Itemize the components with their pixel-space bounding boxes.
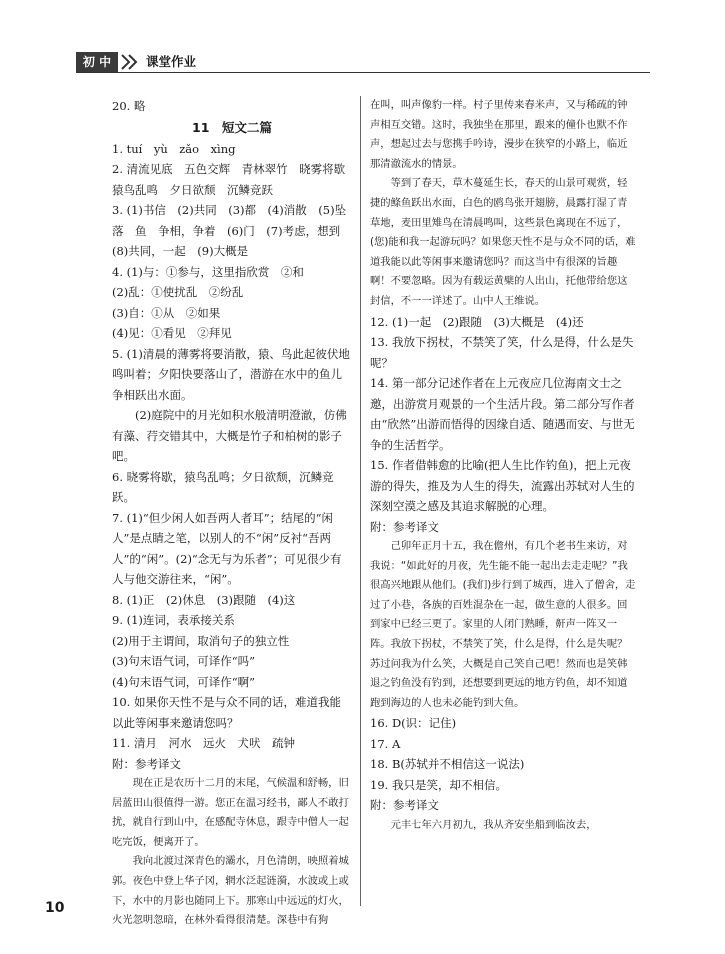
page-number: 10	[45, 900, 65, 916]
answer-line: 附：参考译文	[370, 519, 439, 534]
answer-line: 10. 如果你天性不是与众不同的话，难道我能以此等闲事来邀请您吗？	[112, 695, 341, 730]
answer-line: 20. 略	[112, 99, 146, 113]
answer-line: (3)自：①从 ②如果	[112, 305, 221, 320]
header-rule	[76, 72, 650, 73]
answer-line: 19. 我只是笑，却不相信。	[370, 777, 507, 792]
page-header	[76, 52, 650, 74]
answer-line: 13. 我放下拐杖，不禁笑了笑，什么是得，什么是失呢？	[370, 335, 634, 370]
answer-line: (4)见：①看见 ②拜见	[112, 326, 232, 340]
answer-line: 9. (1)连词，表承接关系	[112, 613, 235, 627]
left-column	[112, 96, 357, 931]
answer-line: 14. 第一部分记述作者在上元夜应几位海南文士之邀，出游赏月观景的一个生活片段。第二部分写作者由“欣然”出游而悟得的因缘自适、随遇而安、与世无争的生活哲学。	[370, 376, 635, 452]
answer-line: 6. 晓雾将歇，猿鸟乱鸣；夕日欲颓，沉鳞竞跃。	[112, 469, 334, 504]
double-chevron-icon	[119, 52, 141, 72]
answer-line: (3)句末语气词，可译作“吗”	[112, 654, 256, 668]
section-heading: 11 短文二篇	[192, 119, 272, 135]
translation-paragraph: 现在正是农历十二月的末尾，气候温和舒畅，旧居蓝田山很值得一游。您正在温习经书，鄙人不敢打扰，就自行到山中，在感配寺休息，跟寺中僧人一起吃完饭，便离开了。	[112, 777, 349, 848]
column-divider	[360, 96, 361, 906]
answer-line: 附：参考译文	[370, 798, 439, 813]
translation-paragraph: 元丰七年六月初九，我从齐安坐船到临汝去，	[390, 818, 597, 831]
answer-line: 4. (1)与：①参与，这里指欣赏 ②和	[112, 264, 304, 279]
answer-line: (2)用于主谓间，取消句子的独立性	[112, 633, 290, 648]
answer-line: 15. 作者借韩愈的比喻(把人生比作钓鱼)，把上元夜游的得失，推及为人生的得失，流露出苏轼对人生的深刻空漠之感及其追求解脱的心理。	[370, 458, 635, 514]
answer-line: 1. tuí yù zǎo xìng	[112, 141, 236, 156]
answer-line: 18. B(苏轼并不相信这一说法)	[370, 757, 525, 772]
translation-paragraph: 等到了春天，草木蔓延生长，春天的山景可观赏，轻捷的鲦鱼跃出水面，白色的鸥鸟张开翅膀，晨露打湿了青草地，麦田里雉鸟在清晨鸣叫，这些景色离现在不远了，(您)能和我一起游玩吗？如果您天性不是与众不同的话，难道我能以此等闲事来邀请您吗？而这当中有很深的旨趣啊！不要忽略。因为有载运黄檗的人出山，托他带给您这封信，不一一详述了。山中人王维说。	[370, 177, 636, 307]
answer-line: 8. (1)正 (2)休息 (3)跟随 (4)这	[112, 592, 296, 607]
answer-line: 16. D(识：记住)	[370, 716, 457, 731]
answer-line: 5. (1)清晨的薄雾将要消散，猿、鸟此起彼伏地鸣叫着；夕阳快要落山了，潜游在水中的鱼儿争相跃出水面。	[112, 346, 350, 402]
right-column	[370, 96, 636, 835]
answer-line: (2)乱：①使扰乱 ②纷乱	[112, 285, 244, 299]
answer-line: 附：参考译文	[112, 756, 181, 771]
answer-line: 2. 清流见底 五色交辉 青林翠竹 晓雾将歇 猿鸟乱鸣 夕日欲颓 沉鳞竞跃	[112, 162, 357, 197]
answer-line: (4)句末语气词，可译作“啊”	[112, 674, 256, 689]
answer-line: 11. 清月 河水 远火 犬吠 疏钟	[112, 736, 295, 750]
answer-line: (2)庭院中的月光如积水般清明澄澈，仿佛有藻、荇交错其中，大概是竹子和柏树的影子吧。	[112, 408, 347, 463]
translation-paragraph: 在叫，叫声像豹一样。村子里传来舂米声，又与稀疏的钟声相互交错。这时，我独坐在那里，跟来的僮仆也默不作声，想起过去与您携手吟诗，漫步在狭窄的小路上，临近那清澈流水的情景。	[370, 99, 628, 170]
header-title: 课堂作业	[146, 54, 197, 69]
translation-paragraph: 己卯年正月十五，我在儋州，有几个老书生来访，对我说：“如此好的月夜，先生能不能一起出去走走呢？”我很高兴地跟从他们。(我们)步行到了城西，进入了僧舍，走过了小巷，各族的百姓混杂在一起，做生意的人很多。回到家中已经三更了。家里的人闭门熟睡，鼾声一阵又一阵。我放下拐杖，不禁笑了笑，什么是得，什么是失呢？苏过问我为什么笑，大概是自己笑自己吧！然而也是笑韩退之钓鱼没有钓到，还想要到更远的地方钓鱼，却不知道跑到海边的人也未必能钓到大鱼。	[370, 540, 636, 709]
answer-line: 17. A	[370, 736, 401, 751]
answer-line: 7. (1)“但少闲人如吾两人者耳”；结尾的“闲人”是点睛之笔，以别人的不“闲”反衬“吾两人”的“闲”。(2)“念无与为乐者”；可见很少有人与他交游往来，“闲”。	[112, 510, 342, 586]
answer-line: 12. (1)一起 (2)跟随 (3)大概是 (4)还	[370, 314, 584, 329]
translation-paragraph: 我向北渡过深青色的灞水，月色清朗，映照着城郭。夜色中登上华子冈，辋水泛起涟漪，水波或上或下，水中的月影也随同上下。那寒山中远远的灯火，火光忽明忽暗，在林外看得很清楚。深巷中有狗	[112, 855, 349, 927]
answer-line: 3. (1)书信 (2)共同 (3)都 (4)消散 (5)坠落 鱼 争相，争着 (6)门 (7)考虑，想到 (8)共同，一起 (9)大概是	[112, 203, 352, 258]
level-tag: 初 中	[76, 52, 118, 72]
